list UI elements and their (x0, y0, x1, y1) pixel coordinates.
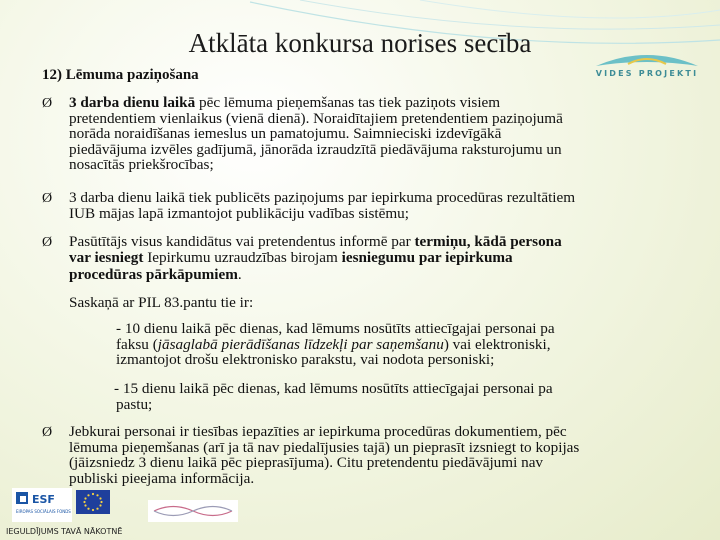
bullet-marker: Ø (42, 425, 53, 440)
bullet-1-line: norāda noraidīšanas iemeslus un pamatojumu. Saimnieciski izdevīgākā (69, 125, 502, 143)
logo-text: VIDES PROJEKTI (595, 69, 699, 78)
bullet-3-bold-term: procedūras pārkāpumiem (69, 265, 238, 283)
bullet-2-line: 3 darba dienu laikā tiek publicēts paziņojums par iepirkuma procedūras rezultātiem (69, 189, 576, 206)
bullet-4-line: (jāizsniedz 3 dienu laikā pēc pieprasījuma). Citu pretendentu piedāvājumi nav (69, 454, 544, 472)
bullet-3-bold-term: iesniegumu par iepirkuma (341, 249, 513, 267)
bullet-4-line: lēmuma pieņemšanas (arī ja tā nav piedalījusies tajā) un pieprasīt izsniegt to kopijas (69, 438, 580, 456)
footer-slogan: IEGULDĪJUMS TAVĀ NĀKOTNĒ (6, 527, 123, 536)
bullet-2-line: IUB mājas lapā izmantojot publikāciju vadības sistēmu; (69, 204, 409, 222)
bullet-3-text (69, 234, 562, 283)
pil-item-1-part: faksu ( (116, 335, 158, 353)
bullet-3-text-part: Pasūtītājs visus kandidātus vai pretendentus informē par (69, 233, 415, 250)
bullet-3-text-part: Iepirkumu uzraudzības birojam (143, 249, 342, 267)
bullet-1-line: pretendentiem vienlaikus (vienā dienā). Noraidītajiem pretendentiem paziņojumā (69, 109, 563, 127)
bullet-4-line: Jebkurai personai ir tiesības iepazīties ar iepirkuma procedūras dokumentiem, pēc (69, 423, 567, 440)
bullet-2-text (69, 190, 575, 221)
bullet-1-text (69, 95, 563, 173)
pil-item-1-italic: jāsaglabā pierādīšanas līdzekļi par saņemšanu (157, 335, 444, 353)
pil-item-2-line: - 15 dienu laikā pēc dienas, kad lēmums nosūtīts attiecīgajai personai pa (114, 380, 553, 397)
pil-item-2-line: pastu; (116, 395, 153, 413)
bullet-3-text-part: . (237, 265, 242, 283)
slide-title: Atklāta konkursa norises secība (188, 28, 532, 58)
bullet-4-line: publiski pieejama informācija. (69, 469, 255, 487)
pil-intro: Saskaņā ar PIL 83.pantu tie ir: (69, 294, 254, 311)
bullet-marker: Ø (42, 191, 53, 206)
esf-logo (12, 488, 72, 522)
bullet-1-line: nosacītās priekšrocības; (69, 156, 214, 174)
bullet-marker: Ø (42, 235, 53, 250)
pil-item-2 (114, 381, 553, 412)
bullet-1-lead: 3 darba dienu laikā (69, 94, 196, 111)
eu-flag-logo (76, 490, 110, 514)
pil-item-1-line: - 10 dienu laikā pēc dienas, kad lēmums nosūtīts attiecīgajai personai pa (116, 320, 555, 337)
section-heading: 12) Lēmuma paziņošana (42, 67, 199, 83)
bullet-4-text (69, 424, 579, 486)
bullet-1-line1: pēc lēmuma pieņemšanas tas tiek paziņots visiem (195, 94, 501, 111)
bullet-3-bold-term: termiņu, kādā persona (414, 233, 562, 250)
bullet-3-bold-term: var iesniegt (69, 249, 144, 267)
esf-logo-subtext: EIROPAS SOCIĀLAIS FONDS (16, 509, 71, 514)
bullet-marker: Ø (42, 96, 53, 111)
pil-item-1 (116, 321, 555, 368)
pil-item-1-line: izmantojot drošu elektronisko parakstu, vai nodota personiski; (116, 351, 495, 369)
bullet-1-line: piedāvājuma izvēles gadījumā, jānorāda izraudzītā piedāvājuma raksturojumu un (69, 140, 562, 158)
esf-logo-text: ESF (32, 493, 55, 506)
pil-item-1-part: ) vai elektroniski, (443, 335, 551, 353)
partner-logo (148, 500, 238, 522)
